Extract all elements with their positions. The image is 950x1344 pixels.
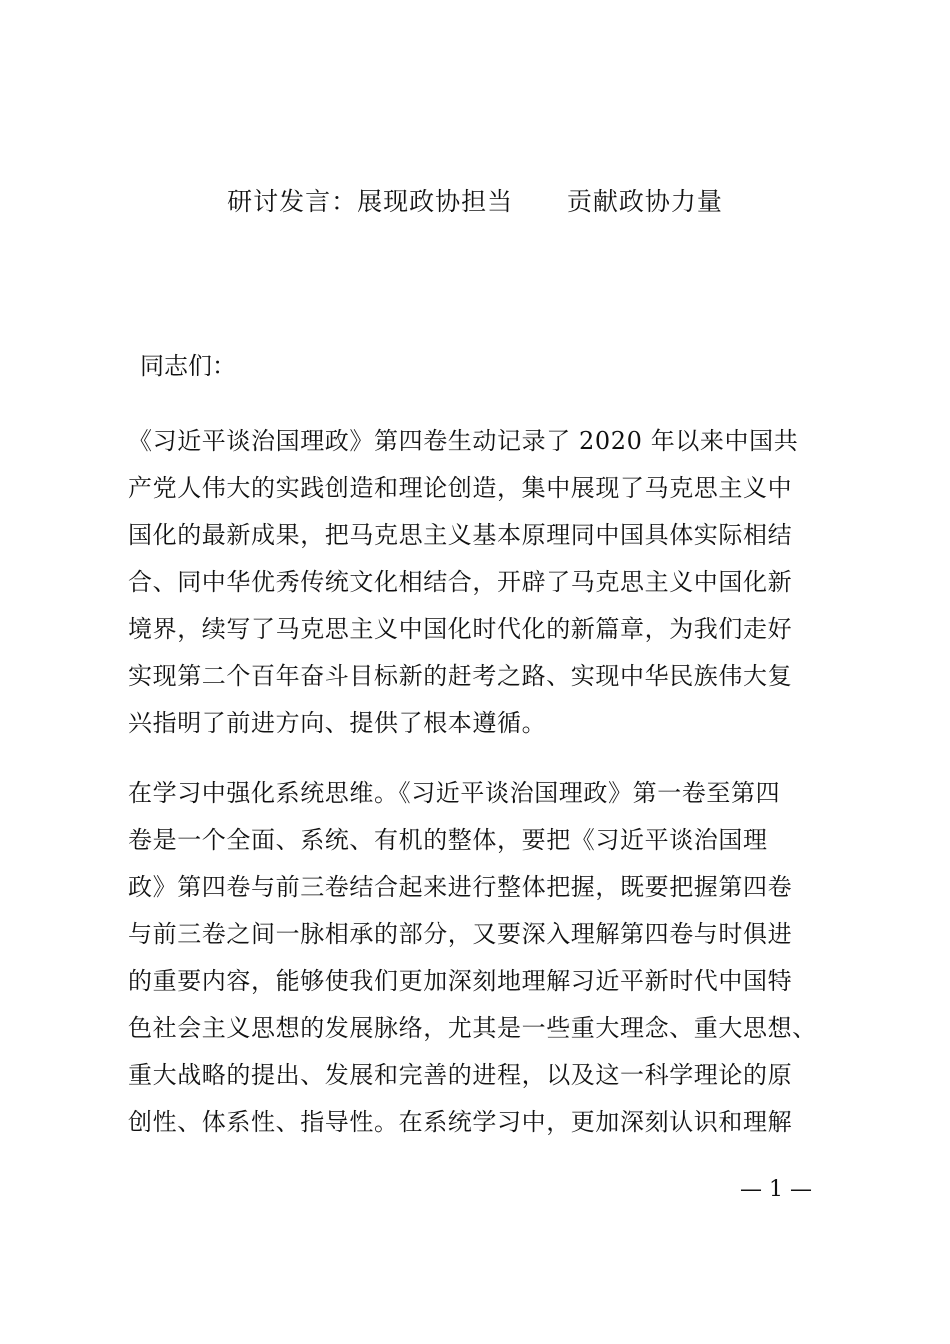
text-line: 色社会主义思想的发展脉络，尤其是一些重大理念、重大思想、 — [128, 1014, 817, 1042]
text-line: 国化的最新成果，把马克思主义基本原理同中国具体实际相结 — [128, 521, 793, 549]
text-line: 重大战略的提出、发展和完善的进程，以及这一科学理论的原 — [128, 1061, 793, 1089]
salutation: 同志们： — [140, 352, 236, 380]
text-line: 创性、体系性、指导性。在系统学习中，更加深刻认识和理解 — [128, 1108, 793, 1136]
text-line: 的重要内容，能够使我们更加深刻地理解习近平新时代中国特 — [128, 967, 793, 995]
text-line: 与前三卷之间一脉相承的部分，又要深入理解第四卷与时俱进 — [128, 920, 793, 948]
text-line: 产党人伟大的实践创造和理论创造，集中展现了马克思主义中 — [128, 474, 793, 502]
text-line: 实现第二个百年奋斗目标新的赶考之路、实现中华民族伟大复 — [128, 662, 793, 690]
text-line: 在学习中强化系统思维。《习近平谈治国理政》第一卷至第四 — [128, 779, 781, 807]
text-line: 政》第四卷与前三卷结合起来进行整体把握，既要把握第四卷 — [128, 873, 793, 901]
document-title: 研讨发言：展现政协担当 贡献政协力量 — [227, 187, 723, 216]
text-line: 合、同中华优秀传统文化相结合，开辟了马克思主义中国化新 — [128, 568, 793, 596]
text-line: 境界，续写了马克思主义中国化时代化的新篇章，为我们走好 — [128, 615, 793, 643]
text-line: 兴指明了前进方向、提供了根本遵循。 — [128, 709, 547, 737]
paragraph-intro — [128, 418, 840, 747]
page-number: — 1 — — [740, 1177, 812, 1202]
text-line: 《习近平谈治国理政》第四卷生动记录了 2020 年以来中国共 — [128, 427, 799, 455]
text-line: 卷是一个全面、系统、有机的整体，要把《习近平谈治国理 — [128, 826, 768, 854]
paragraph-systematic-thinking — [128, 770, 840, 1146]
